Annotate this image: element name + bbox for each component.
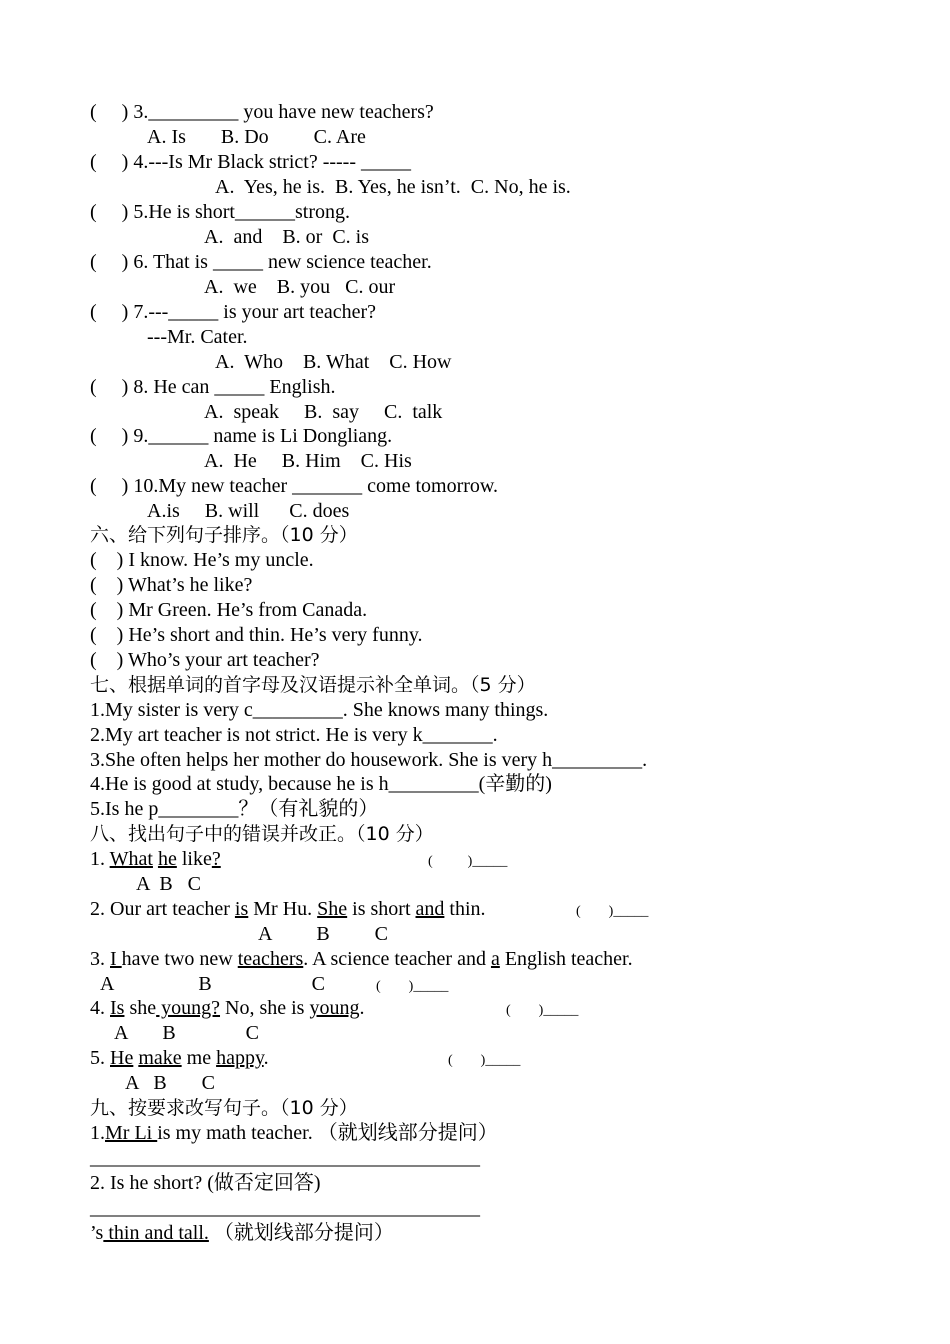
order-item-5: ( ) Who’s your art teacher?: [90, 649, 320, 671]
mc-q9-options: A. He B. Him C. His: [204, 450, 412, 472]
order-item-3: ( ) Mr Green. He’s from Canada.: [90, 599, 368, 621]
mc-q7-answer: ---Mr. Cater.: [147, 326, 248, 348]
mc-q9: ( ) 9.______ name is Li Dongliang.: [90, 425, 393, 447]
error-item-1-answer-blank: ( )_____: [428, 854, 508, 869]
mc-q6-options: A. we B. you C. our: [204, 276, 396, 298]
error-item-4-letters: A B C: [114, 1022, 260, 1044]
fill-item-1: 1.My sister is very c_________. She knows many things.: [90, 699, 549, 721]
order-item-2: ( ) What’s he like?: [90, 574, 253, 596]
error-item-5-answer-blank: ( )_____: [448, 1053, 521, 1068]
mc-q4: ( ) 4.---Is Mr Black strict? ----- _____: [90, 151, 412, 173]
mc-q6: ( ) 6. That is _____ new science teacher.: [90, 251, 432, 273]
error-item-3: 3. I have two new teachers. A science teacher and a English teacher.: [90, 948, 633, 970]
rewrite-answer-line-2: _______________________________________: [90, 1197, 480, 1219]
mc-q7: ( ) 7.---_____ is your art teacher?: [90, 301, 376, 323]
mc-q4-options: A. Yes, he is. B. Yes, he isn’t. C. No, he is.: [215, 176, 571, 198]
section-9-heading: 九、按要求改写句子。（10 分）: [90, 1097, 358, 1119]
mc-q5-options: A. and B. or C. is: [204, 226, 369, 248]
error-item-4: 4. Is she young? No, she is young.: [90, 997, 365, 1019]
error-item-2-answer-blank: ( )_____: [576, 904, 649, 919]
order-item-1: ( ) I know. He’s my uncle.: [90, 549, 314, 571]
error-item-2: 2. Our art teacher is Mr Hu. She is short and thin.: [90, 898, 486, 920]
rewrite-item-1: 1.Mr Li is my math teacher. （就划线部分提问）: [90, 1122, 498, 1144]
error-item-1: 1. What he like?: [90, 848, 221, 870]
fill-item-4: 4.He is good at study, because he is h_________(辛勤的): [90, 773, 552, 795]
error-item-1-letters: A B C: [136, 873, 202, 895]
section-8-heading: 八、找出句子中的错误并改正。（10 分）: [90, 823, 434, 845]
error-item-5: 5. He make me happy.: [90, 1047, 269, 1069]
mc-q10: ( ) 10.My new teacher _______ come tomorrow.: [90, 475, 499, 497]
error-item-3-answer-blank: ( )_____: [376, 979, 449, 994]
rewrite-item-2: 2. Is he short? (做否定回答): [90, 1172, 321, 1194]
mc-q8-options: A. speak B. say C. talk: [204, 401, 443, 423]
error-item-5-letters: A B C: [125, 1072, 216, 1094]
mc-q5: ( ) 5.He is short______strong.: [90, 201, 350, 223]
fill-item-2: 2.My art teacher is not strict. He is very k_______.: [90, 724, 498, 746]
mc-q10-options: A.is B. will C. does: [147, 500, 350, 522]
order-item-4: ( ) He’s short and thin. He’s very funny.: [90, 624, 423, 646]
mc-q3: ( ) 3._________ you have new teachers?: [90, 101, 434, 123]
rewrite-answer-line-1: _______________________________________: [90, 1147, 480, 1169]
fill-item-5: 5.Is he p________？（有礼貌的）: [90, 798, 379, 820]
fill-item-3: 3.She often helps her mother do housework. She is very h_________.: [90, 749, 648, 771]
error-item-3-letters: A B C: [100, 973, 326, 995]
mc-q3-options: A. Is B. Do C. Are: [147, 126, 366, 148]
mc-q8: ( ) 8. He can _____ English.: [90, 376, 336, 398]
rewrite-item-3: ’s thin and tall. （就划线部分提问）: [90, 1222, 394, 1244]
mc-q7-options: A. Who B. What C. How: [215, 351, 452, 373]
error-item-2-letters: A B C: [258, 923, 389, 945]
section-6-heading: 六、给下列句子排序。（10 分）: [90, 524, 358, 546]
error-item-4-answer-blank: ( )_____: [506, 1003, 579, 1018]
section-7-heading: 七、根据单词的首字母及汉语提示补全单词。（5 分）: [90, 674, 536, 696]
